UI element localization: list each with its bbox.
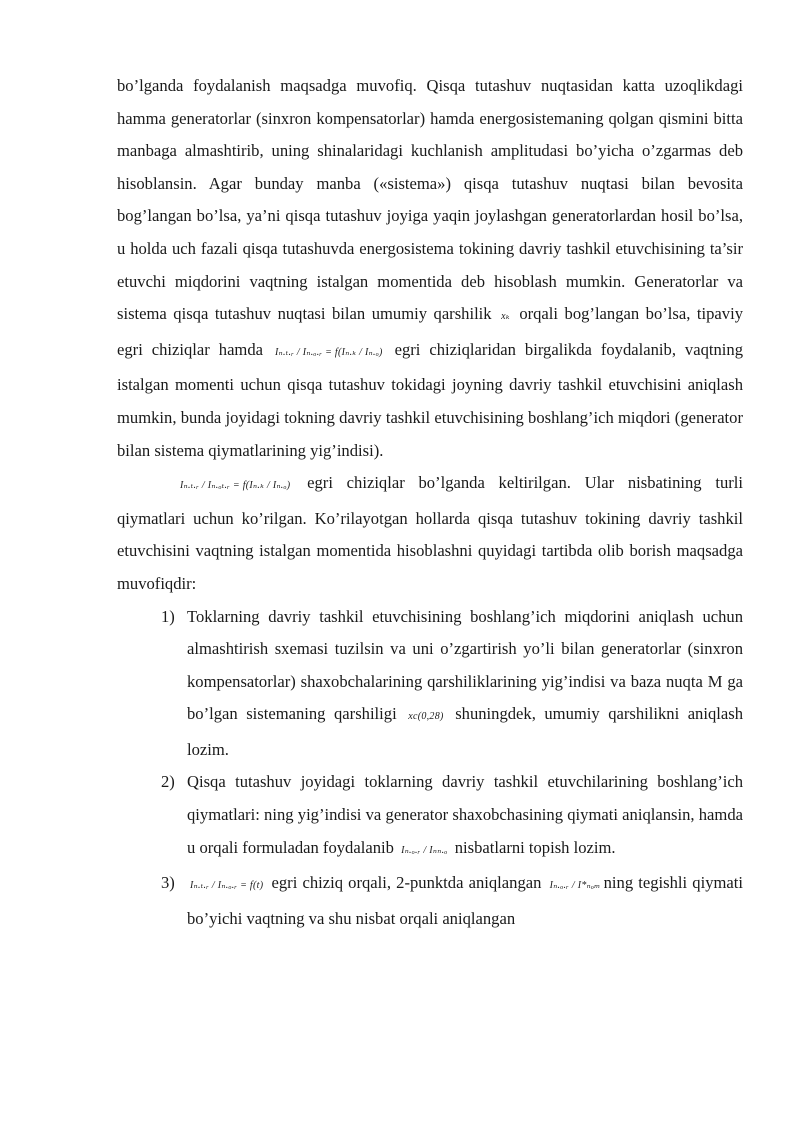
list-item-text: egri chiziq orqali, 2-punktda aniqlangan: [271, 873, 542, 893]
formula-ratio: Iₙ.ₒ.ᵣ / Iₙₙ.ₒ: [401, 844, 448, 856]
paragraph-1-text-c: egri chiziqlaridan birgalikda foydalanib, vaqtning istalgan momenti uchun qisqa tutashuv tokidagi joyning davriy tashkil etuvchisini aniqlash mumkin, bunda joyidagi tokning davriy tashkil etuvchisining boshlang’ich miqdori (generator bilan sistema qiymatlarining yig’indisi).: [117, 339, 743, 460]
paragraph-1: [117, 70, 743, 467]
formula-xk: xₖ: [501, 311, 510, 323]
document-page: [117, 70, 743, 935]
list-item: [117, 867, 743, 935]
formula-2: Iₙ.ₜ.ᵣ / Iₙ.ₒₜ.ᵣ = f(Iₙ.ₖ / Iₙ.ₒ): [180, 480, 291, 492]
paragraph-2: [117, 467, 743, 600]
formula-xc: xc(0,28): [408, 711, 444, 723]
list-item-text: Qisqa tutashuv joyidagi toklarning davriy tashkil etuvchilarining boshlang’ich qiymatlari: ning yig’indisi va generator shaxobchasining qiymati aniqlansin, hamda u orqali formuladan foydalanib: [187, 772, 743, 857]
list-item-number: 1): [161, 606, 175, 626]
list-item: [117, 766, 743, 867]
paragraph-1-text-b: orqali bog’langan bo’lsa, tipaviy egri chiziqlar hamda: [117, 304, 743, 359]
steps-list: [117, 601, 743, 936]
list-item: [117, 601, 743, 767]
paragraph-2-text: egri chiziqlar bo’lganda keltirilgan. Ular nisbatining turli qiymatlari uchun ko’rilgan. Ko’rilayotgan hollarda qisqa tutashuv tokining davriy tashkil etuvchisini vaqtning istalgan momentida hisoblashni quyidagi tartibda olib borish maqsadga muvofiqdir:: [117, 473, 743, 593]
paragraph-1-text-a: bo’lganda foydalanish maqsadga muvofiq. Qisqa tutashuv nuqtasidan katta uzoqlikdagi hamma generatorlar (sinxron kompensatorlar) hamda energosistemaning qolgan qismini bitta manbaga almashtirib, uning shinalaridagi kuchlanish amplitudasi bo’yicha o’zgarmas deb hisoblansin. Agar bunday manba («sistema») qisqa tutashuv nuqtasi bilan bevosita bog’langan bo’lsa, ya’ni qisqa tutashuv joyiga yaqin joylashgan generatorlardan hosil bo’lsa, u holda uch fazali qisqa tutashuvda energosistema tokining davriy tashkil etuvchisining ta’sir etuvchi miqdorini vaqtning istalgan momentida deb hisoblash mumkin. Generatorlar va sistema qisqa tutashuv nuqtasi bilan umumiy qarshilik: [117, 76, 743, 324]
list-item-text: shuningdek, umumiy qarshilikni aniqlash lozim.: [187, 704, 743, 759]
list-item-number: 2): [161, 772, 175, 792]
list-item-text: Toklarning davriy tashkil etuvchisining boshlang’ich miqdorini aniqlash uchun almashtirish sxemasi tuzilsin va uni o’zgartirish yo’li bilan generatorlar (sinxron kompensatorlar) shaxobchalarining qarshiliklarining yig’indisi va baza nuqta M ga bo’lgan sistemaning qarshiligi: [187, 606, 743, 724]
list-item-number: 3): [161, 873, 175, 893]
list-item-text: ning tegishli qiymati bo’yichi vaqtning va shu nisbat orqali aniqlangan: [187, 873, 743, 928]
formula-ft: Iₙ.ₜ.ᵣ / Iₙ.ₒ.ᵣ = f(t): [190, 880, 264, 892]
formula-1: Iₙ.ₜ.ᵣ / Iₙ.ₒ.ᵣ = f(Iₙ.ₖ / Iₙ.ₒ): [274, 346, 383, 358]
formula-inom: Iₙ.ₒ.ᵣ / I*ₙₒₘ: [549, 880, 601, 892]
list-item-text: nisbatlarni topish lozim.: [454, 837, 616, 857]
